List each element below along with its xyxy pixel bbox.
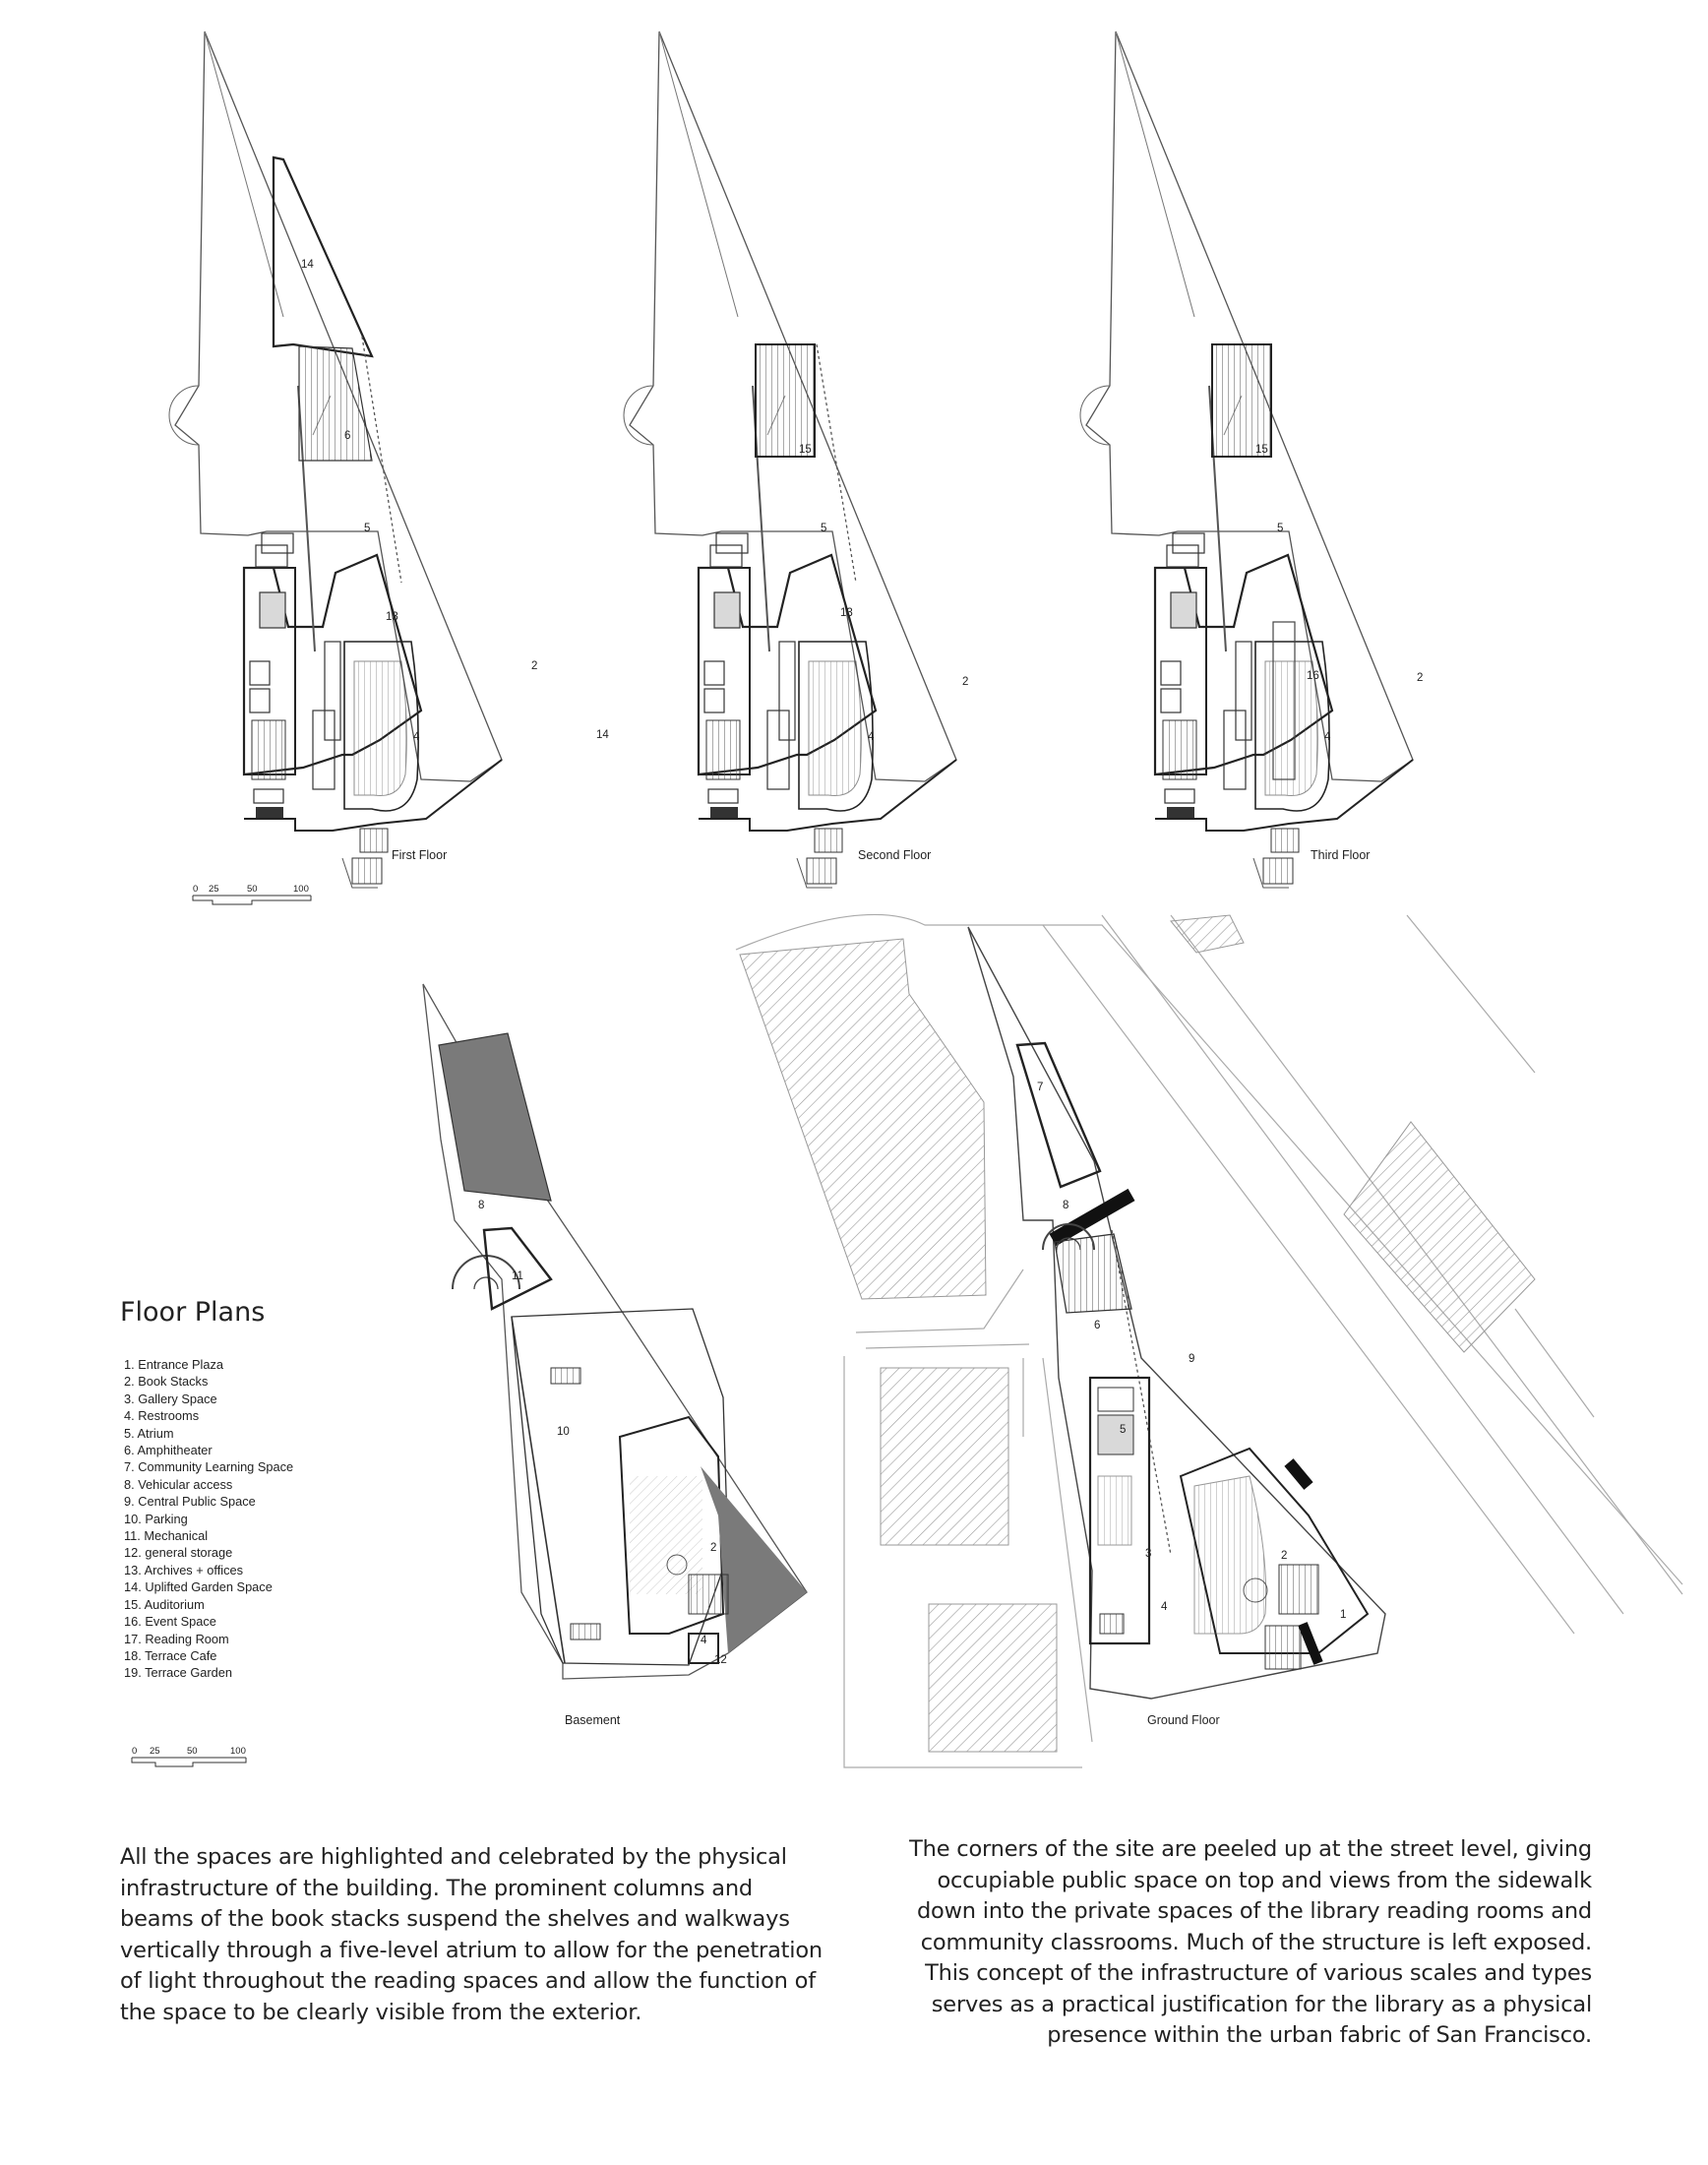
- svg-text:3: 3: [1145, 1548, 1152, 1560]
- svg-text:11: 11: [512, 1270, 523, 1282]
- svg-text:50: 50: [187, 1746, 198, 1757]
- svg-text:2: 2: [710, 1542, 717, 1554]
- first-floor-plan: [169, 31, 502, 888]
- first-floor-caption: First Floor: [392, 848, 448, 862]
- svg-text:10: 10: [557, 1426, 570, 1438]
- svg-text:2: 2: [1281, 1550, 1288, 1562]
- svg-text:50: 50: [247, 884, 258, 895]
- scale-bar-bottom: [132, 1746, 246, 1766]
- legend-item: 9. Central Public Space: [124, 1494, 256, 1510]
- legend-item: 13. Archives + offices: [124, 1562, 244, 1577]
- svg-text:9: 9: [1189, 1353, 1195, 1365]
- svg-text:2: 2: [1417, 672, 1424, 684]
- svg-text:6: 6: [1094, 1320, 1101, 1331]
- svg-text:14: 14: [301, 259, 314, 271]
- svg-text:25: 25: [150, 1746, 160, 1757]
- basement-plan: [423, 984, 807, 1679]
- svg-text:16: 16: [1307, 670, 1319, 682]
- svg-text:5: 5: [1120, 1424, 1127, 1436]
- svg-text:7: 7: [1037, 1082, 1044, 1093]
- ground-floor-room-labels: [1037, 1082, 1346, 1621]
- svg-text:15: 15: [1255, 444, 1268, 456]
- svg-text:4: 4: [701, 1635, 707, 1646]
- description-right: The corners of the site are peeled up at the street level, giving occupiable public space on top and views from the sidewalk down into the private spaces of the library reading rooms and community classrooms. Much of the structure is left exposed. This concept of the infrastructure of various scales and types serves as a practical justification for the library as a physical presence within the urban fabric of San Francisco.: [909, 1836, 1592, 2048]
- svg-text:100: 100: [230, 1746, 246, 1757]
- legend-item: 19. Terrace Garden: [124, 1665, 233, 1681]
- legend-list: [124, 1356, 293, 1682]
- legend-item: 6. Amphitheater: [124, 1443, 213, 1458]
- svg-text:8: 8: [1063, 1200, 1069, 1211]
- legend-title: Floor Plans: [120, 1297, 266, 1328]
- legend-item: 7. Community Learning Space: [124, 1459, 294, 1475]
- svg-text:4: 4: [413, 731, 420, 743]
- svg-text:13: 13: [386, 611, 398, 623]
- description-left: All the spaces are highlighted and celebrated by the physical infrastructure of the building. The prominent columns and beams of the book stacks suspend the shelves and walkways vertically through a five-level atrium to allow for the penetration of light throughout the reading spaces and allow the function of the space to be clearly visible from the exterior.: [120, 1844, 823, 2025]
- third-floor-caption: Third Floor: [1311, 848, 1371, 862]
- legend-item: 14. Uplifted Garden Space: [124, 1579, 273, 1595]
- svg-text:1: 1: [1340, 1609, 1347, 1621]
- legend-item: 12. general storage: [124, 1545, 233, 1561]
- legend-item: 18. Terrace Cafe: [124, 1647, 217, 1663]
- svg-text:12: 12: [714, 1654, 727, 1666]
- svg-text:0: 0: [132, 1746, 138, 1757]
- legend-item: 3. Gallery Space: [124, 1391, 217, 1406]
- basement-caption: Basement: [565, 1713, 621, 1727]
- legend-item: 2. Book Stacks: [124, 1374, 209, 1390]
- svg-text:0: 0: [193, 884, 199, 895]
- legend-item: 11. Mechanical: [124, 1528, 209, 1544]
- svg-text:4: 4: [1324, 731, 1331, 743]
- scale-bar-top: [193, 884, 311, 904]
- svg-text:4: 4: [868, 731, 875, 743]
- svg-text:2: 2: [962, 676, 969, 688]
- legend-item: 5. Atrium: [124, 1425, 174, 1441]
- svg-text:5: 5: [821, 523, 827, 534]
- legend-item: 1. Entrance Plaza: [124, 1357, 224, 1372]
- svg-text:4: 4: [1161, 1601, 1168, 1613]
- svg-text:2: 2: [531, 660, 538, 672]
- legend-item: 4. Restrooms: [124, 1408, 200, 1424]
- svg-text:6: 6: [344, 430, 351, 442]
- svg-text:8: 8: [478, 1200, 485, 1211]
- svg-text:100: 100: [293, 884, 309, 895]
- legend-item: 15. Auditorium: [124, 1596, 205, 1612]
- ground-floor-caption: Ground Floor: [1147, 1713, 1220, 1727]
- svg-text:15: 15: [799, 444, 812, 456]
- svg-text:5: 5: [1277, 523, 1284, 534]
- svg-text:14: 14: [596, 729, 609, 741]
- svg-text:5: 5: [364, 523, 371, 534]
- legend-item: 17. Reading Room: [124, 1631, 229, 1646]
- second-floor-plan: [624, 31, 956, 888]
- ground-floor-site-context: [736, 914, 1682, 1767]
- svg-text:13: 13: [840, 607, 853, 619]
- second-floor-caption: Second Floor: [858, 848, 932, 862]
- legend-item: 16. Event Space: [124, 1614, 216, 1630]
- svg-text:25: 25: [209, 884, 219, 895]
- third-floor-plan: [1080, 31, 1413, 888]
- legend-item: 8. Vehicular access: [124, 1476, 233, 1492]
- legend-item: 10. Parking: [124, 1511, 188, 1526]
- upper-floor-captions: [392, 848, 1370, 862]
